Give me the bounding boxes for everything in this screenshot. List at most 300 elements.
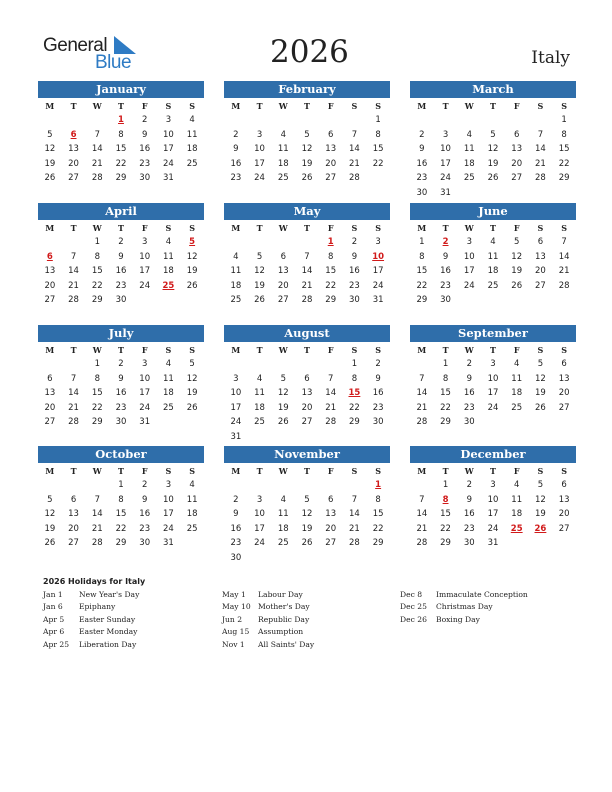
- day-cell: 8: [561, 129, 567, 140]
- day-cell: 8: [94, 251, 100, 262]
- holiday-date: May 10: [222, 602, 251, 612]
- empty-day-cell: [295, 478, 319, 493]
- weekday-label: W: [92, 101, 102, 111]
- holiday-day-cell: 2: [442, 237, 449, 247]
- weekday-label: S: [537, 466, 544, 476]
- day-cell: 21: [91, 158, 103, 169]
- day-cell: 9: [141, 494, 148, 505]
- holiday-row: [43, 602, 139, 614]
- day-cell: 15: [416, 266, 428, 277]
- day-cell: 11: [511, 494, 523, 505]
- day-cell: 14: [349, 509, 360, 520]
- day-cell: 18: [186, 144, 198, 155]
- weekday-label: S: [537, 101, 544, 111]
- day-cell: 31: [230, 431, 242, 442]
- day-cell: 9: [351, 251, 358, 262]
- day-cell: 8: [375, 129, 381, 140]
- day-cell: 17: [487, 509, 499, 520]
- day-cell: 14: [416, 509, 428, 520]
- weekday-label: F: [327, 345, 334, 355]
- day-cell: 22: [440, 523, 451, 534]
- day-cell: 21: [68, 402, 79, 413]
- day-cell: 31: [139, 417, 151, 428]
- day-cell: 3: [466, 237, 472, 247]
- day-cell: 20: [277, 280, 289, 291]
- day-cell: 4: [280, 129, 286, 140]
- day-cell: 18: [463, 158, 475, 169]
- day-cell: 8: [327, 251, 334, 262]
- weekday-label: M: [231, 466, 241, 476]
- day-cell: 10: [463, 251, 475, 262]
- day-cell: 30: [463, 417, 475, 428]
- empty-day-cell: [271, 357, 295, 372]
- day-cell: 6: [280, 251, 286, 262]
- day-cell: 24: [139, 402, 151, 413]
- day-cell: 4: [490, 237, 496, 247]
- weekday-label: W: [92, 223, 102, 233]
- day-cell: 19: [186, 388, 198, 399]
- holiday-row: [43, 627, 139, 639]
- day-cell: 28: [416, 538, 428, 549]
- day-cell: 27: [301, 417, 313, 428]
- day-cell: 27: [44, 417, 56, 428]
- day-cell: 14: [68, 388, 79, 399]
- day-cell: 13: [558, 373, 570, 384]
- weekday-label: M: [45, 223, 55, 233]
- day-cell: 24: [163, 523, 174, 534]
- day-cell: 14: [535, 144, 546, 155]
- day-cell: 15: [558, 144, 570, 155]
- holiday-day-cell: 1: [118, 115, 124, 125]
- weekday-label: M: [45, 466, 55, 476]
- day-cell: 9: [466, 494, 472, 505]
- day-cell: 9: [141, 129, 148, 140]
- day-cell: 19: [186, 266, 198, 277]
- empty-day-cell: [319, 478, 343, 493]
- empty-day-cell: [271, 235, 295, 250]
- day-cell: 14: [416, 388, 428, 399]
- day-cell: 7: [327, 373, 334, 384]
- holiday-day-cell: 10: [372, 251, 385, 262]
- day-cell: 3: [375, 237, 381, 247]
- weekday-label: M: [417, 223, 427, 233]
- day-cell: 14: [91, 144, 103, 155]
- day-cell: 11: [163, 373, 174, 384]
- holiday-row: [222, 590, 314, 602]
- day-cell: 6: [537, 237, 544, 247]
- day-cell: 21: [301, 280, 313, 291]
- day-cell: 23: [139, 158, 151, 169]
- day-cell: 11: [186, 494, 198, 505]
- weekday-label: W: [92, 466, 102, 476]
- day-cell: 21: [558, 266, 570, 277]
- weekday-label: M: [231, 345, 241, 355]
- day-cell: 25: [186, 523, 198, 534]
- day-cell: 14: [91, 509, 103, 520]
- holiday-date: Jan 6: [43, 602, 63, 612]
- day-cell: 26: [301, 538, 313, 549]
- day-cell: 15: [325, 266, 337, 277]
- day-cell: 9: [442, 251, 449, 262]
- day-cell: 24: [254, 538, 265, 549]
- weekday-label: S: [375, 345, 382, 355]
- day-cell: 2: [351, 237, 358, 247]
- day-cell: 13: [44, 388, 56, 399]
- day-cell: 13: [68, 144, 79, 155]
- day-cell: 5: [304, 494, 310, 505]
- weekday-label: T: [442, 223, 449, 233]
- day-cell: 3: [165, 115, 172, 125]
- day-cell: 24: [163, 158, 174, 169]
- empty-day-cell: [410, 357, 434, 372]
- month-june: [410, 203, 576, 308]
- day-cell: 23: [463, 402, 475, 413]
- day-cell: 4: [256, 373, 263, 384]
- weekday-label: F: [141, 345, 148, 355]
- day-cell: 31: [372, 295, 384, 306]
- day-cell: 5: [537, 480, 544, 490]
- weekday-label: M: [417, 101, 427, 111]
- day-cell: 15: [440, 509, 451, 520]
- day-cell: 4: [165, 237, 172, 247]
- day-cell: 18: [487, 266, 499, 277]
- day-cell: 22: [325, 280, 337, 291]
- day-cell: 4: [513, 359, 520, 369]
- month-grid: [224, 221, 390, 308]
- day-cell: 25: [163, 402, 174, 413]
- day-cell: 17: [139, 266, 151, 277]
- day-cell: 10: [163, 494, 174, 505]
- day-cell: 2: [118, 359, 124, 369]
- month-title: February: [224, 81, 390, 98]
- empty-day-cell: [529, 113, 553, 128]
- day-cell: 16: [115, 266, 127, 277]
- holiday-name: Liberation Day: [79, 639, 137, 649]
- weekday-label: S: [189, 466, 196, 476]
- weekday-label: W: [464, 466, 474, 476]
- day-cell: 13: [277, 266, 289, 277]
- weekday-label: S: [189, 223, 196, 233]
- day-cell: 4: [165, 359, 172, 369]
- day-cell: 4: [466, 129, 472, 140]
- day-cell: 18: [230, 280, 242, 291]
- day-cell: 18: [163, 388, 174, 399]
- day-cell: 26: [487, 173, 499, 184]
- weekday-label: T: [442, 466, 449, 476]
- day-cell: 10: [254, 144, 265, 155]
- day-cell: 2: [141, 115, 148, 125]
- day-cell: 20: [325, 158, 337, 169]
- day-cell: 30: [115, 295, 127, 306]
- holiday-day-cell: 26: [534, 523, 547, 534]
- day-cell: 23: [115, 402, 127, 413]
- day-cell: 20: [44, 280, 56, 291]
- month-march: [410, 81, 576, 201]
- day-cell: 9: [419, 144, 425, 155]
- day-cell: 12: [186, 373, 198, 384]
- weekday-label: M: [417, 466, 427, 476]
- weekday-label: S: [375, 466, 382, 476]
- empty-day-cell: [224, 235, 248, 250]
- holiday-name: Epiphany: [79, 602, 116, 612]
- weekday-label: S: [561, 345, 568, 355]
- empty-day-cell: [248, 357, 272, 372]
- day-cell: 22: [416, 280, 428, 291]
- weekday-label: T: [490, 345, 496, 355]
- weekday-label: S: [165, 466, 172, 476]
- day-cell: 10: [163, 129, 174, 140]
- empty-day-cell: [319, 357, 343, 372]
- day-cell: 22: [440, 402, 451, 413]
- day-cell: 6: [47, 373, 53, 384]
- holiday-day-cell: 5: [189, 237, 196, 247]
- day-cell: 2: [233, 129, 239, 140]
- day-cell: 9: [233, 144, 239, 155]
- day-cell: 23: [139, 523, 151, 534]
- day-cell: 7: [304, 251, 310, 262]
- day-cell: 3: [141, 237, 148, 247]
- day-cell: 14: [301, 266, 313, 277]
- day-cell: 8: [375, 494, 381, 505]
- day-cell: 9: [375, 373, 381, 384]
- day-cell: 22: [372, 158, 384, 169]
- day-cell: 13: [44, 266, 56, 277]
- day-cell: 9: [118, 373, 124, 384]
- day-cell: 17: [163, 144, 174, 155]
- logo-blue-text: Blue: [95, 52, 132, 73]
- day-cell: 17: [230, 402, 242, 413]
- empty-day-cell: [343, 113, 367, 128]
- brand-logo: [43, 35, 143, 75]
- day-cell: 17: [440, 158, 451, 169]
- day-cell: 23: [349, 280, 360, 291]
- day-cell: 22: [91, 402, 103, 413]
- day-cell: 27: [325, 538, 337, 549]
- weekday-label: T: [304, 345, 310, 355]
- day-cell: 12: [44, 509, 56, 520]
- day-cell: 16: [115, 388, 127, 399]
- holiday-name: Boxing Day: [436, 614, 480, 624]
- holiday-row: [43, 640, 139, 652]
- day-cell: 2: [466, 480, 472, 490]
- day-cell: 15: [372, 509, 384, 520]
- day-cell: 26: [44, 173, 56, 184]
- day-cell: 14: [558, 251, 570, 262]
- day-cell: 28: [91, 538, 103, 549]
- month-grid: [224, 99, 390, 186]
- day-cell: 27: [68, 538, 79, 549]
- holiday-date: Apr 5: [43, 614, 65, 624]
- day-cell: 23: [115, 280, 127, 291]
- weekday-label: S: [165, 223, 172, 233]
- weekday-label: T: [256, 101, 263, 111]
- day-cell: 25: [463, 173, 475, 184]
- holiday-row: [222, 602, 314, 614]
- day-cell: 11: [186, 129, 198, 140]
- month-january: [38, 81, 204, 186]
- day-cell: 21: [416, 523, 428, 534]
- day-cell: 12: [277, 388, 289, 399]
- day-cell: 23: [230, 538, 242, 549]
- day-cell: 25: [511, 402, 523, 413]
- day-cell: 26: [44, 538, 56, 549]
- day-cell: 5: [47, 494, 53, 505]
- month-grid: [410, 221, 576, 308]
- month-title: January: [38, 81, 204, 98]
- holiday-date: Dec 26: [400, 614, 427, 624]
- weekday-label: W: [464, 101, 474, 111]
- day-cell: 29: [325, 295, 337, 306]
- day-cell: 26: [277, 417, 289, 428]
- day-cell: 21: [91, 523, 103, 534]
- day-cell: 22: [91, 280, 103, 291]
- day-cell: 26: [186, 280, 198, 291]
- empty-day-cell: [434, 113, 458, 128]
- day-cell: 19: [535, 388, 546, 399]
- day-cell: 31: [163, 538, 174, 549]
- day-cell: 22: [349, 402, 360, 413]
- day-cell: 11: [254, 388, 265, 399]
- day-cell: 23: [440, 280, 451, 291]
- day-cell: 14: [349, 144, 360, 155]
- empty-day-cell: [271, 113, 295, 128]
- month-february: [224, 81, 390, 186]
- weekday-label: T: [490, 466, 496, 476]
- day-cell: 12: [301, 509, 313, 520]
- weekday-label: S: [375, 101, 382, 111]
- day-cell: 11: [487, 251, 499, 262]
- day-cell: 13: [535, 251, 546, 262]
- weekday-label: T: [256, 223, 263, 233]
- day-cell: 22: [115, 523, 127, 534]
- empty-day-cell: [62, 235, 86, 250]
- day-cell: 12: [535, 494, 546, 505]
- day-cell: 1: [419, 237, 425, 247]
- logo-general-text: General: [43, 35, 108, 56]
- month-title: July: [38, 325, 204, 342]
- day-cell: 26: [254, 295, 265, 306]
- holidays-title: 2026 Holidays for Italy: [43, 577, 146, 586]
- day-cell: 30: [230, 552, 242, 563]
- month-title: December: [410, 446, 576, 463]
- day-cell: 18: [277, 523, 289, 534]
- day-cell: 30: [139, 173, 151, 184]
- day-cell: 5: [256, 251, 263, 262]
- day-cell: 27: [325, 173, 337, 184]
- day-cell: 31: [440, 187, 451, 198]
- day-cell: 20: [535, 266, 546, 277]
- weekday-label: W: [278, 466, 288, 476]
- day-cell: 25: [186, 158, 198, 169]
- weekday-label: S: [537, 223, 544, 233]
- month-title: May: [224, 203, 390, 220]
- holidays-column: [400, 590, 528, 627]
- month-title: August: [224, 325, 390, 342]
- empty-day-cell: [319, 113, 343, 128]
- day-cell: 2: [375, 359, 381, 369]
- weekday-label: T: [70, 466, 77, 476]
- day-cell: 23: [416, 173, 428, 184]
- day-cell: 24: [139, 280, 151, 291]
- month-title: September: [410, 325, 576, 342]
- empty-day-cell: [62, 113, 86, 128]
- day-cell: 3: [490, 359, 496, 369]
- day-cell: 29: [558, 173, 570, 184]
- month-title: March: [410, 81, 576, 98]
- holiday-row: [400, 602, 528, 614]
- holidays-list: [43, 590, 583, 660]
- day-cell: 29: [416, 295, 428, 306]
- month-april: [38, 203, 204, 308]
- day-cell: 8: [419, 251, 425, 262]
- weekday-label: F: [141, 223, 148, 233]
- day-cell: 1: [94, 237, 100, 247]
- weekday-label: F: [141, 466, 148, 476]
- day-cell: 18: [186, 509, 198, 520]
- day-cell: 28: [68, 295, 79, 306]
- day-cell: 9: [466, 373, 472, 384]
- holidays-section: [43, 577, 583, 660]
- day-cell: 8: [118, 129, 124, 140]
- day-cell: 20: [558, 509, 570, 520]
- day-cell: 5: [490, 129, 496, 140]
- day-cell: 3: [256, 494, 263, 505]
- day-cell: 18: [511, 388, 523, 399]
- weekday-label: M: [45, 101, 55, 111]
- holiday-day-cell: 1: [327, 237, 334, 247]
- day-cell: 21: [349, 523, 360, 534]
- day-cell: 2: [466, 359, 472, 369]
- empty-day-cell: [505, 113, 529, 128]
- day-cell: 31: [487, 538, 499, 549]
- day-cell: 24: [487, 402, 499, 413]
- day-cell: 21: [535, 158, 546, 169]
- empty-day-cell: [410, 113, 434, 128]
- day-cell: 24: [463, 280, 475, 291]
- day-cell: 17: [372, 266, 384, 277]
- day-cell: 24: [254, 173, 265, 184]
- weekday-label: F: [327, 223, 334, 233]
- day-cell: 2: [141, 480, 148, 490]
- month-august: [224, 325, 390, 445]
- holiday-date: May 1: [222, 590, 246, 599]
- day-cell: 1: [561, 115, 567, 125]
- day-cell: 22: [372, 523, 384, 534]
- day-cell: 16: [230, 523, 242, 534]
- month-grid: [38, 99, 204, 186]
- day-cell: 28: [349, 538, 360, 549]
- day-cell: 30: [349, 295, 360, 306]
- day-cell: 11: [277, 144, 289, 155]
- weekday-label: M: [417, 345, 427, 355]
- day-cell: 15: [440, 388, 451, 399]
- holiday-date: Dec 8: [400, 590, 423, 599]
- day-cell: 6: [327, 129, 334, 140]
- day-cell: 11: [511, 373, 523, 384]
- day-cell: 19: [301, 158, 313, 169]
- day-cell: 15: [91, 266, 103, 277]
- weekday-label: T: [256, 466, 263, 476]
- month-july: [38, 325, 204, 430]
- weekday-label: S: [375, 223, 382, 233]
- weekday-label: S: [351, 345, 358, 355]
- weekday-label: F: [327, 466, 334, 476]
- day-cell: 15: [115, 509, 127, 520]
- day-cell: 27: [511, 173, 523, 184]
- day-cell: 4: [189, 480, 195, 490]
- weekday-label: T: [490, 101, 496, 111]
- day-cell: 23: [463, 523, 475, 534]
